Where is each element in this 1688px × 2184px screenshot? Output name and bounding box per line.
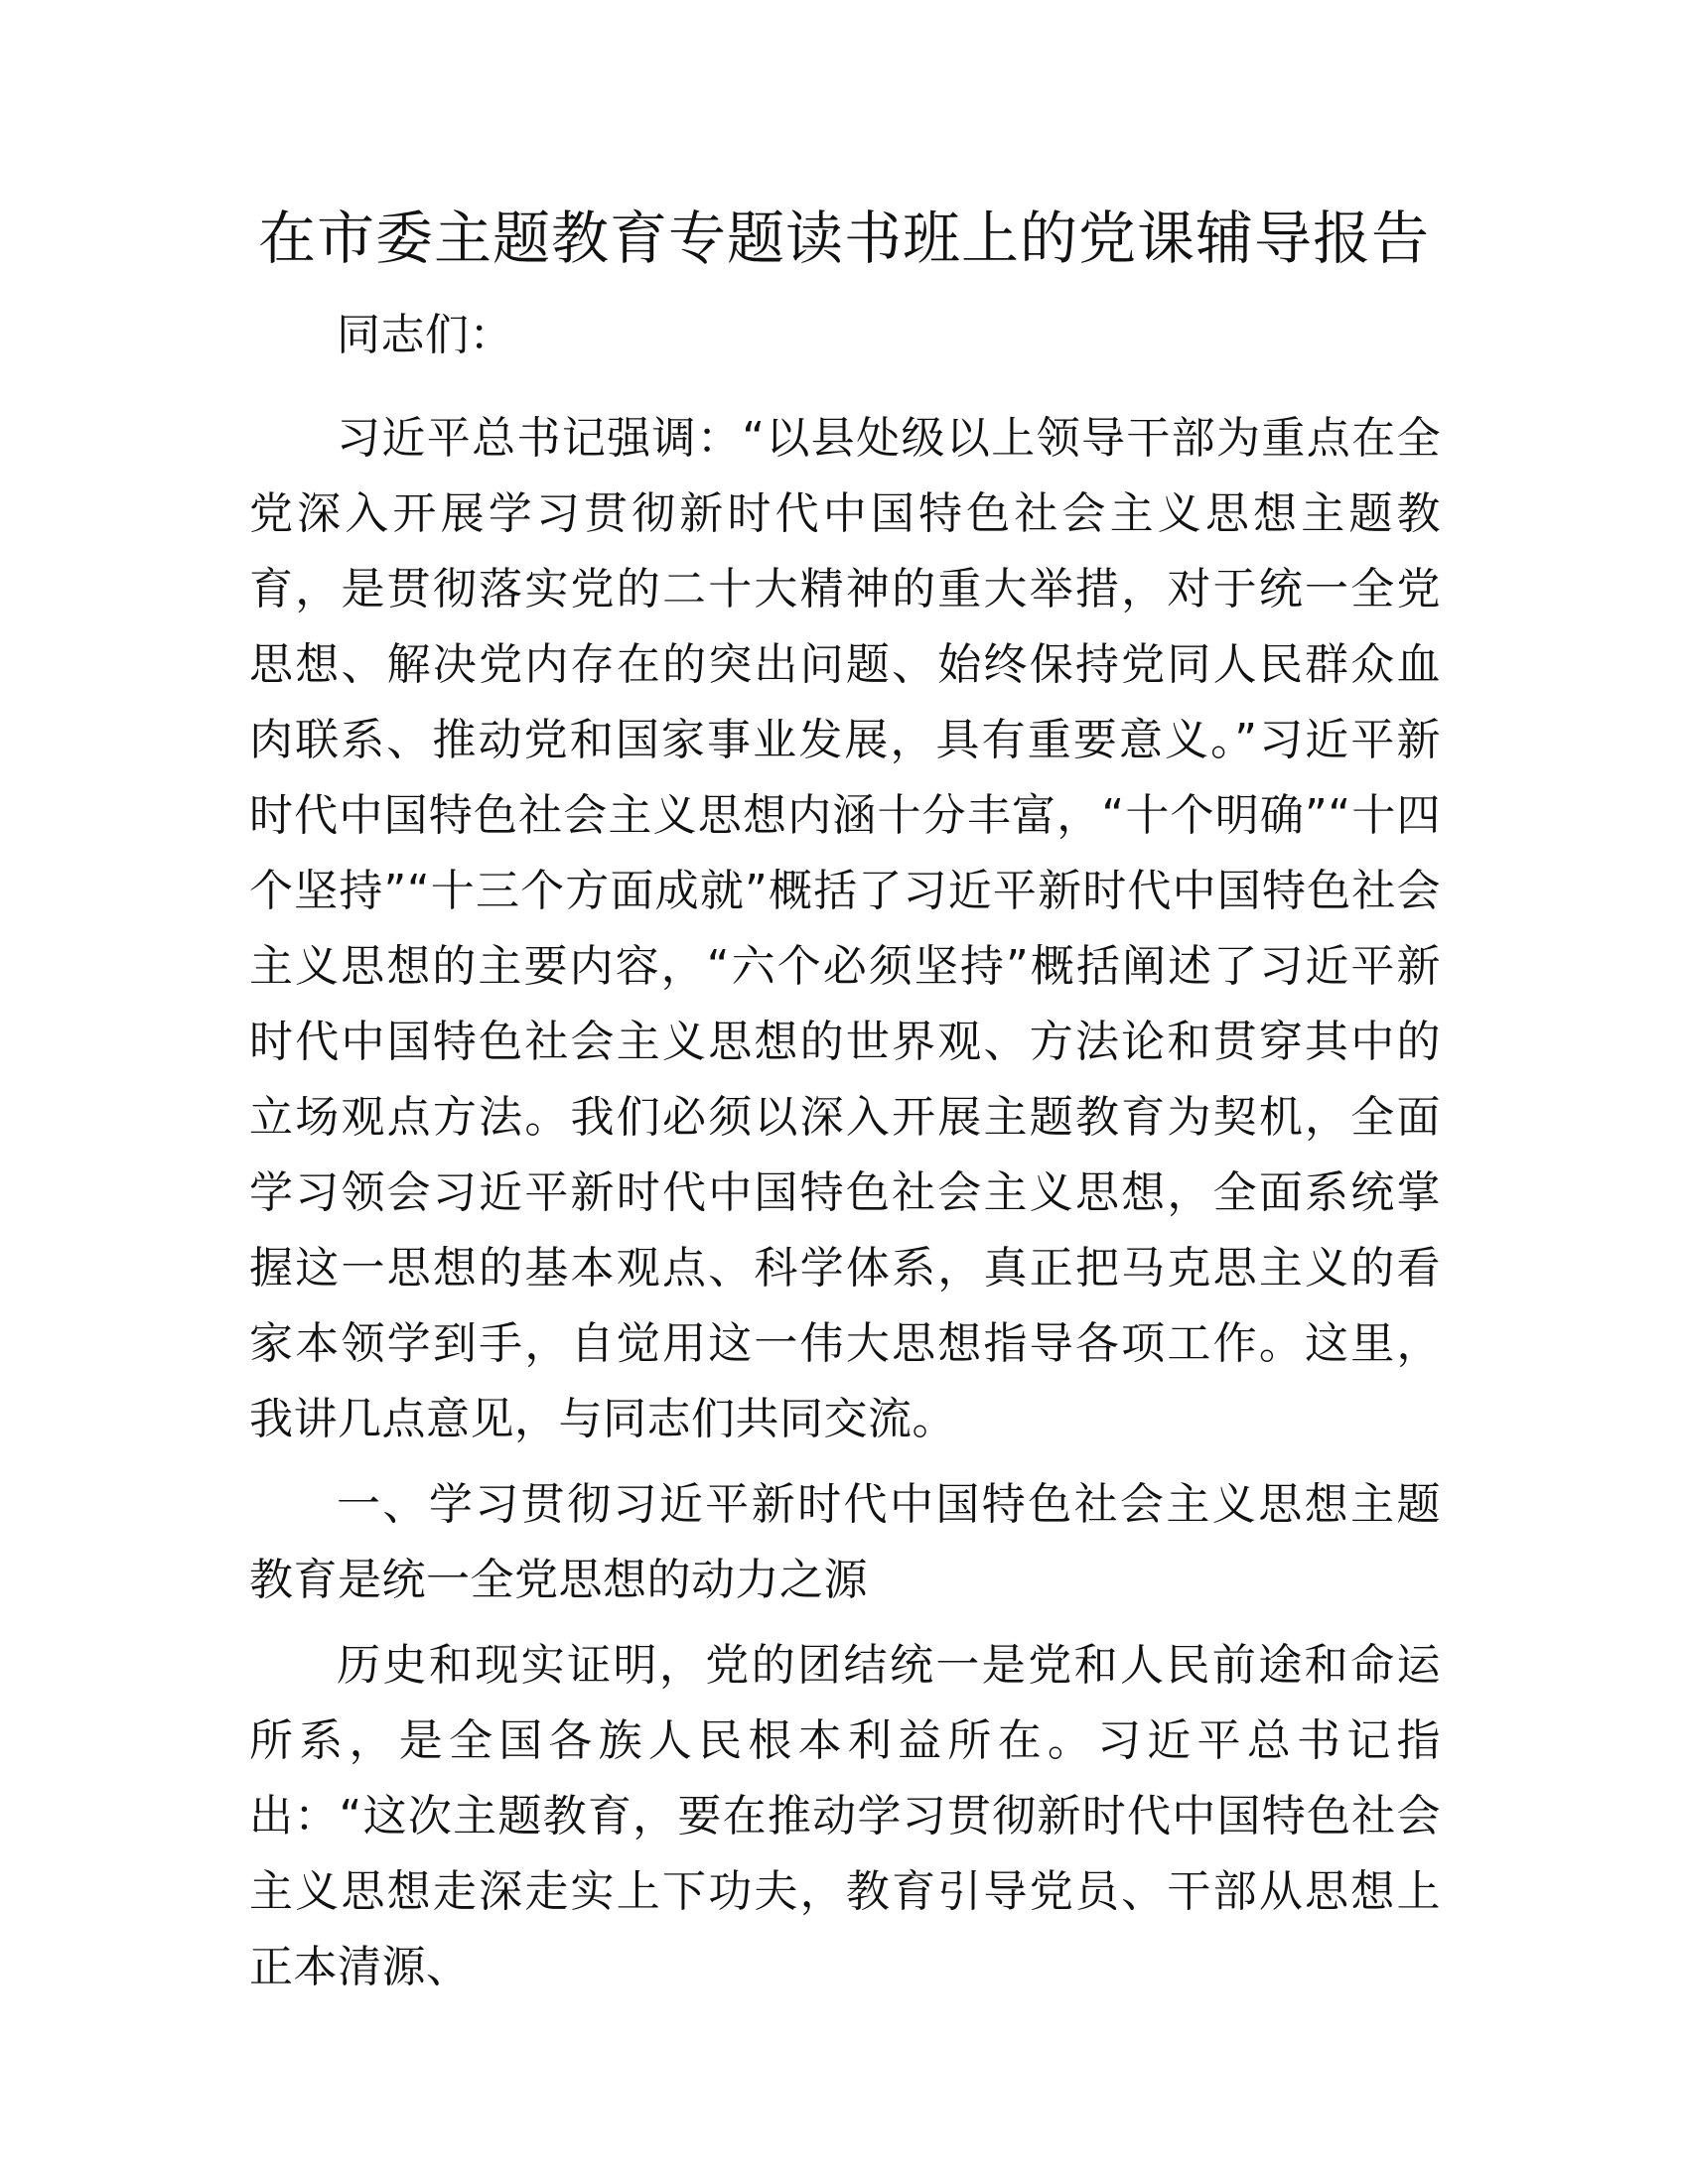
section-heading-1: 一、学习贯彻习近平新时代中国特色社会主义思想主题教育是统一全党思想的动力之源 bbox=[249, 1479, 1441, 1605]
document-body bbox=[249, 298, 1441, 2015]
document-title: 在市委主题教育专题读书班上的党课辅导报告 bbox=[257, 205, 1430, 272]
paragraph-intro: 习近平总书记强调：“以县处级以上领导干部为重点在全党深入开展学习贯彻新时代中国特色社会主义思想主题教育，是贯彻落实党的二十大精神的重大举措，对于统一全党思想、解决党内存在的突出问题、始终保持党同人民群众血肉联系、推动党和国家事业发展，具有重要意义。”习近平新时代中国特色社会主义思想内涵十分丰富，“十个明确”“十四个坚持”“十三个方面成就”概括了习近平新时代中国特色社会主义思想的主要内容，“六个必须坚持”概括阐述了习近平新时代中国特色社会主义思想的世界观、方法论和贯穿其中的立场观点方法。我们必须以深入开展主题教育为契机，全面学习领会习近平新时代中国特色社会主义思想，全面系统掌握这一思想的基本观点、科学体系，真正把马克思主义的看家本领学到手，自觉用这一伟大思想指导各项工作。这里，我讲几点意见，与同志们共同交流。 bbox=[249, 413, 1441, 1444]
paragraph-section-1: 历史和现实证明，党的团结统一是党和人民前途和命运所系，是全国各族人民根本利益所在。习近平总书记指出：“这次主题教育，要在推动学习贯彻新时代中国特色社会主义思想走深走实上下功夫，教育引导党员、干部从思想上正本清源、 bbox=[249, 1640, 1441, 1992]
salutation: 同志们： bbox=[337, 310, 513, 360]
